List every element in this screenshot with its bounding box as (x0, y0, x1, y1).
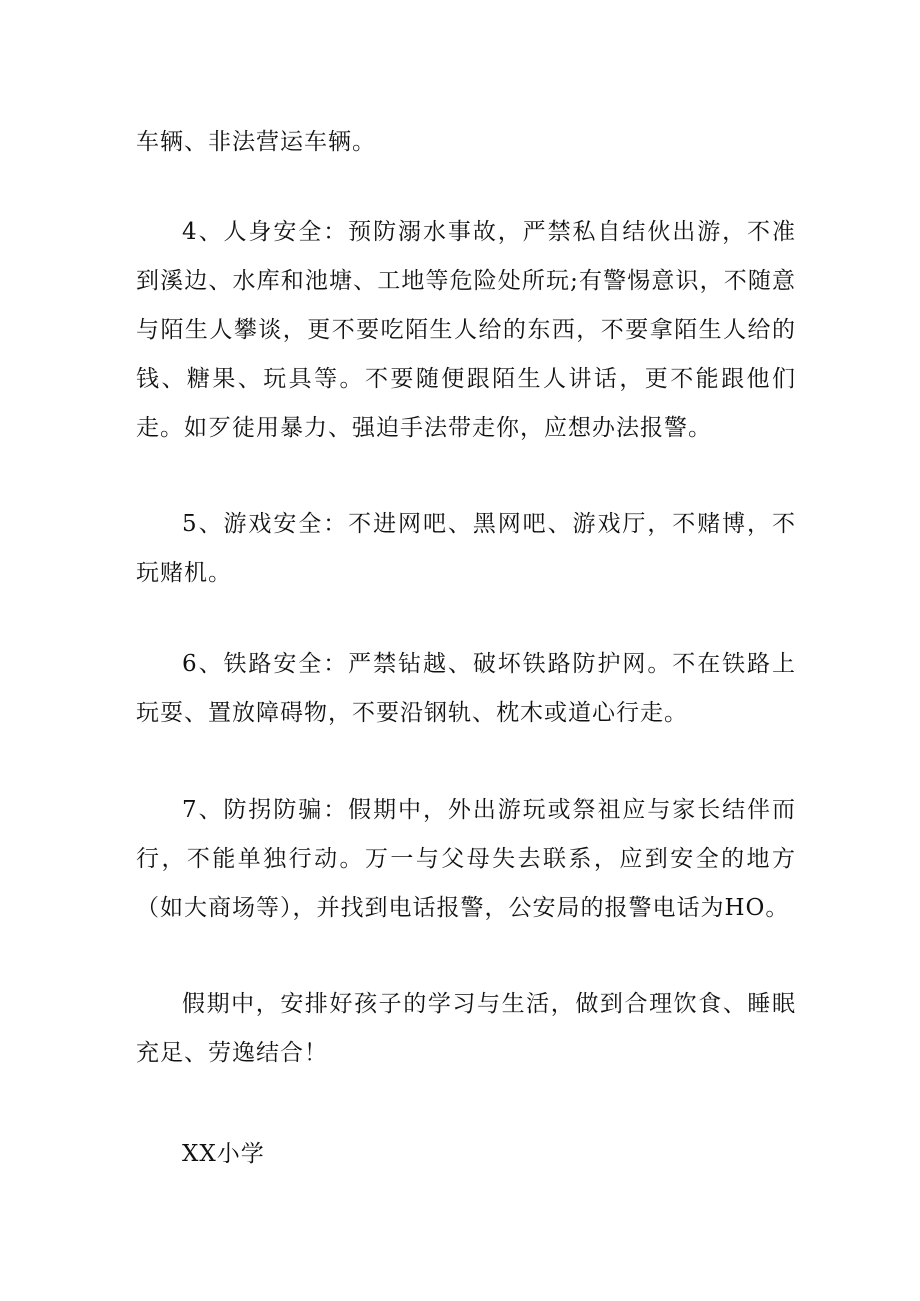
signature: XX小学 (182, 1141, 265, 1167)
paragraph-personal-safety: 4、人身安全：预防溺水事故，严禁私自结伙出游，不准到溪边、水库和池塘、工地等危险处所玩;有警惕意识，不随意与陌生人攀谈，更不要吃陌生人给的东西，不要拿陌生人给的钱、糖果、玩具等。不要随便跟陌生人讲话，更不能跟他们走。如歹徒用暴力、强迫手法带走你，应想办法报警。 (136, 219, 796, 441)
paragraph-continuation: 车辆、非法营运车辆。 (136, 129, 376, 155)
paragraph-railway-safety: 6、铁路安全：严禁钻越、破坏铁路防护网。不在铁路上玩耍、置放障碍物，不要沿钢轨、枕木或道心行走。 (136, 651, 796, 726)
paragraph-game-safety: 5、游戏安全：不进网吧、黑网吧、游戏厅，不赌博，不玩赌机。 (136, 511, 796, 586)
paragraph-anti-abduction: 7、防拐防骗：假期中，外出游玩或祭祖应与家长结伴而行，不能单独行动。万一与父母失去联系，应到安全的地方（如大商场等），并找到电话报警，公安局的报警电话为HO。 (136, 797, 796, 921)
paragraph-closing: 假期中，安排好孩子的学习与生活，做到合理饮食、睡眠充足、劳逸结合！ (136, 991, 796, 1066)
